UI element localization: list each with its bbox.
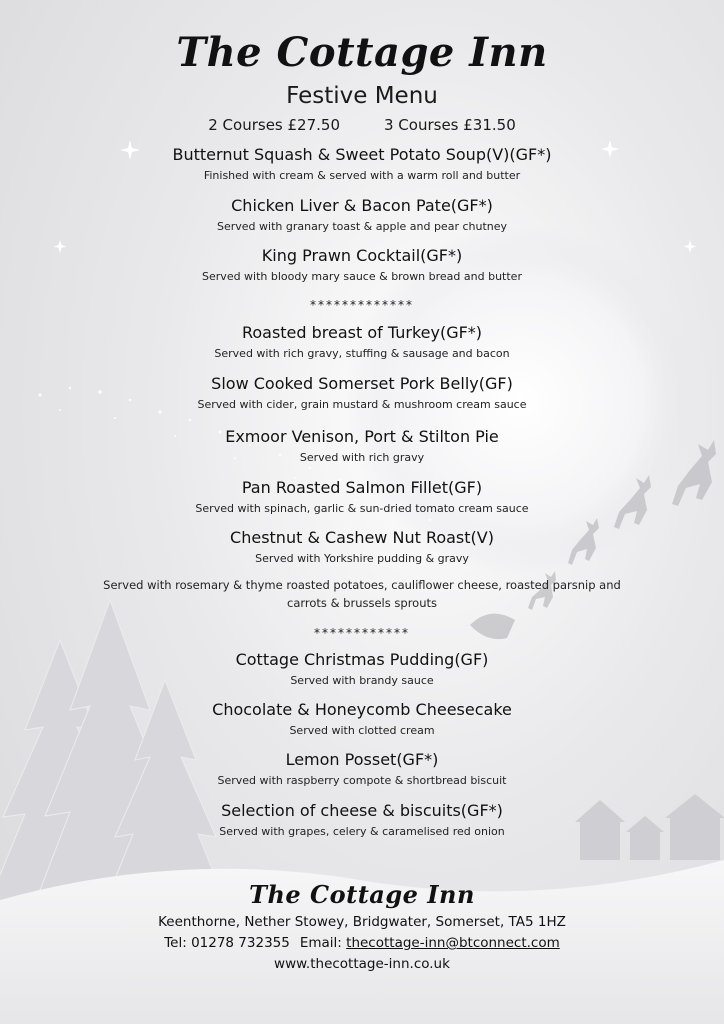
section-separator: ************ [314,626,410,640]
dish-description: Served with rich gravy [299,451,425,464]
dish-name: Chestnut & Cashew Nut Roast(V) [230,528,494,547]
footer-address: Keenthorne, Nether Stowey, Bridgwater, Somerset, TA5 1HZ [158,914,566,930]
footer-email-link[interactable]: thecottage-inn@btconnect.com [346,935,560,951]
dish-description: Served with raspberry compote & shortbread biscuit [217,774,507,787]
dish-description: Served with cider, grain mustard & mushroom cream sauce [197,398,527,411]
dish-description: Served with spinach, garlic & sun-dried tomato cream sauce [195,502,529,515]
dish-description: Served with granary toast & apple and pear chutney [216,220,508,233]
dish-name: Exmoor Venison, Port & Stilton Pie [225,427,499,446]
price-three-courses: 3 Courses £31.50 [384,116,516,134]
mains-accompaniments-line1: Served with rosemary & thyme roasted potatoes, cauliflower cheese, roasted parsnip and [103,578,621,592]
dish-name: King Prawn Cocktail(GF*) [261,246,463,265]
price-two-courses: 2 Courses £27.50 [208,116,340,134]
section-separator: ************* [310,298,414,312]
dish-name: Butternut Squash & Sweet Potato Soup(V)(GF*) [172,145,552,164]
mains-accompaniments-line2: carrots & brussels sprouts [287,596,437,610]
dish-name: Roasted breast of Turkey(GF*) [241,323,483,342]
footer-contact-line [0,934,724,952]
footer-tel: Tel: 01278 732355 [164,935,290,951]
dish-description: Served with brandy sauce [290,674,434,687]
price-line [0,115,724,135]
dish-name: Chocolate & Honeycomb Cheesecake [212,700,512,719]
dish-description: Served with Yorkshire pudding & gravy [255,552,469,565]
menu-subtitle: Festive Menu [286,83,438,109]
dish-name: Slow Cooked Somerset Pork Belly(GF) [211,374,513,393]
page-title: The Cottage Inn [176,29,548,76]
dish-name: Pan Roasted Salmon Fillet(GF) [241,478,483,497]
dish-description: Served with grapes, celery & caramelised red onion [219,825,505,838]
dish-description: Served with rich gravy, stuffing & sausage and bacon [214,347,510,360]
dish-name: Cottage Christmas Pudding(GF) [235,650,489,669]
footer-email-label: Email: [299,935,342,951]
dish-name: Lemon Posset(GF*) [285,750,439,769]
dish-description: Served with clotted cream [289,724,435,737]
dish-description: Finished with cream & served with a warm roll and butter [203,169,521,182]
footer-title: The Cottage Inn [249,880,475,909]
dish-description: Served with bloody mary sauce & brown bread and butter [202,270,522,283]
dish-name: Chicken Liver & Bacon Pate(GF*) [231,196,493,215]
dish-name: Selection of cheese & biscuits(GF*) [221,801,503,820]
footer-website[interactable]: www.thecottage-inn.co.uk [274,956,450,972]
